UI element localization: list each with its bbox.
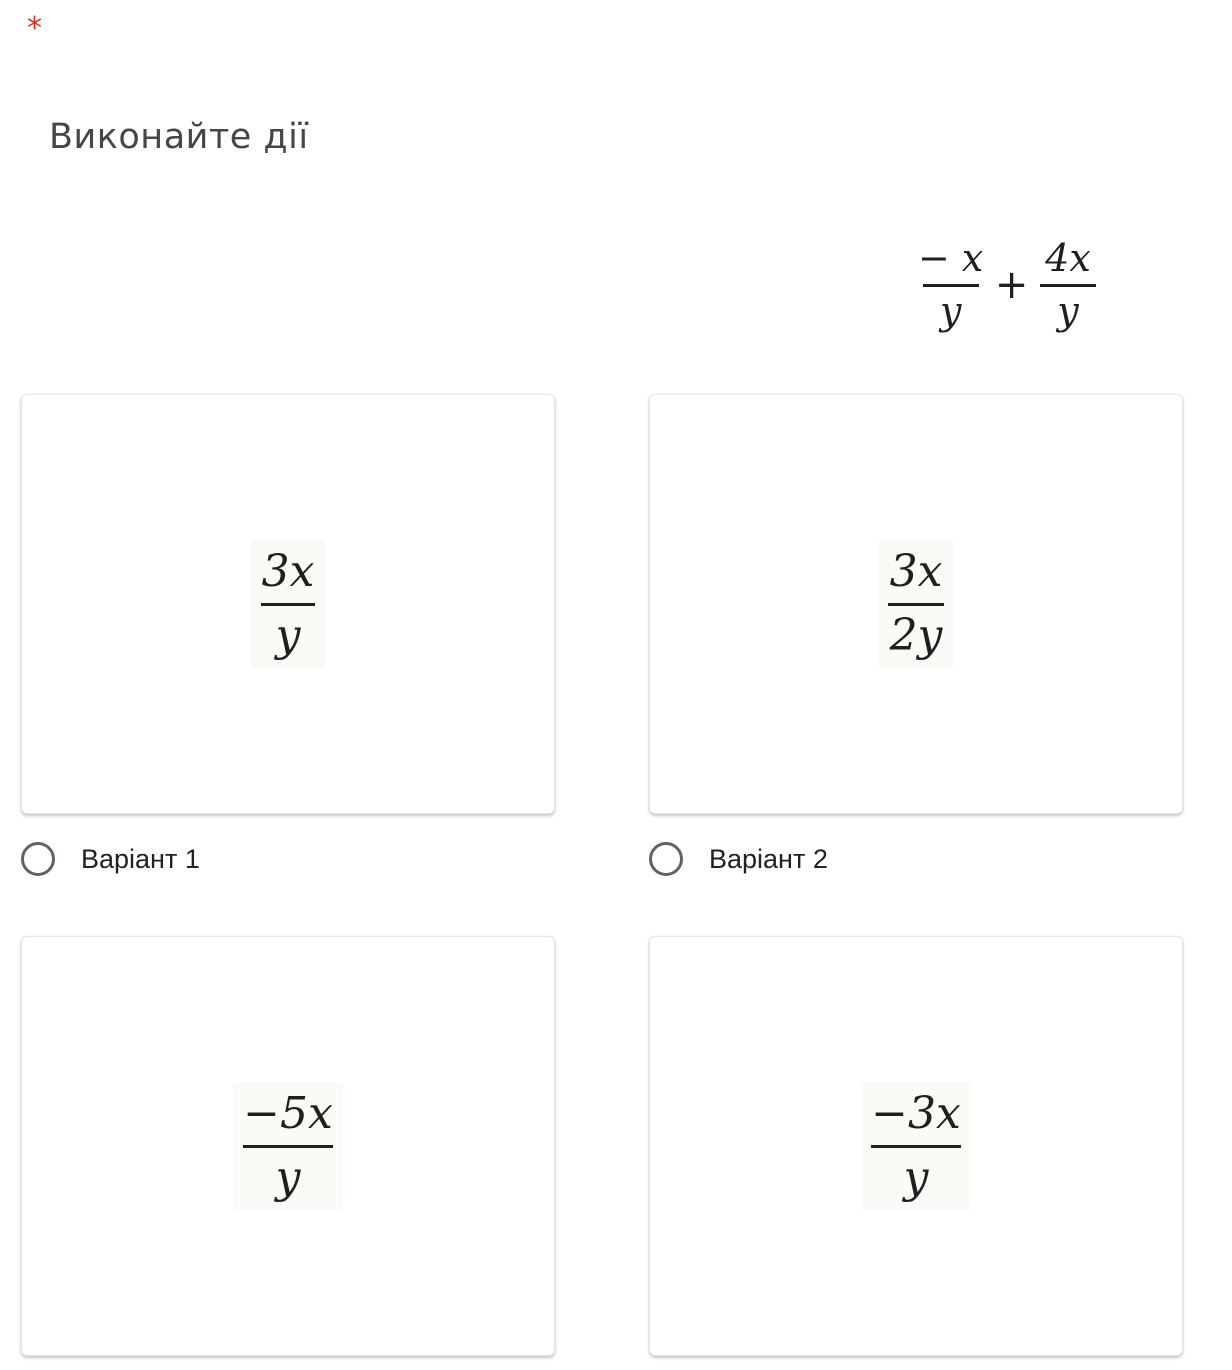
option-image-card-4[interactable] — [649, 936, 1183, 1356]
option-image-card-1[interactable] — [21, 394, 555, 814]
formula-right-denominator: y — [1057, 288, 1079, 333]
option-denominator: y — [275, 1151, 301, 1203]
option-formula-image — [233, 1082, 343, 1210]
fraction-bar — [888, 603, 944, 606]
option-numerator: −3x — [871, 1088, 961, 1140]
radio-unchecked-icon[interactable] — [649, 842, 683, 876]
option-row-1[interactable] — [21, 842, 200, 876]
option-formula-image — [251, 540, 325, 668]
option-numerator: 3x — [261, 546, 315, 598]
option-numerator: −5x — [243, 1088, 333, 1140]
option-fraction — [871, 1090, 961, 1202]
formula-left-fraction — [918, 235, 984, 333]
fraction-bar — [243, 1145, 333, 1148]
formula-left-numerator: − x — [918, 235, 984, 280]
fraction-bar — [1040, 284, 1096, 287]
option-row-2[interactable] — [649, 842, 828, 876]
option-label: Варіант 1 — [81, 843, 200, 874]
option-fraction — [261, 548, 315, 660]
option-denominator: 2y — [889, 609, 943, 661]
option-label: Варіант 2 — [709, 843, 828, 874]
option-image-card-3[interactable] — [21, 936, 555, 1356]
option-fraction — [888, 548, 944, 660]
fraction-bar — [871, 1145, 961, 1148]
formula-right-fraction — [1040, 235, 1096, 333]
option-numerator: 3x — [889, 546, 943, 598]
formula-left-denominator: y — [939, 288, 962, 333]
question-title: Виконайте дії — [49, 117, 309, 157]
required-marker: * — [27, 11, 42, 46]
option-formula-image — [878, 540, 954, 668]
option-denominator: y — [903, 1151, 929, 1203]
option-denominator: y — [275, 609, 301, 661]
fraction-bar — [261, 603, 315, 606]
fraction-bar — [923, 284, 979, 287]
question-formula-image — [918, 226, 1096, 344]
option-formula-image — [861, 1082, 971, 1210]
radio-unchecked-icon[interactable] — [21, 842, 55, 876]
formula-operator: + — [994, 262, 1029, 308]
formula-right-numerator: 4x — [1045, 235, 1091, 280]
option-image-card-2[interactable] — [649, 394, 1183, 814]
option-fraction — [243, 1090, 333, 1202]
